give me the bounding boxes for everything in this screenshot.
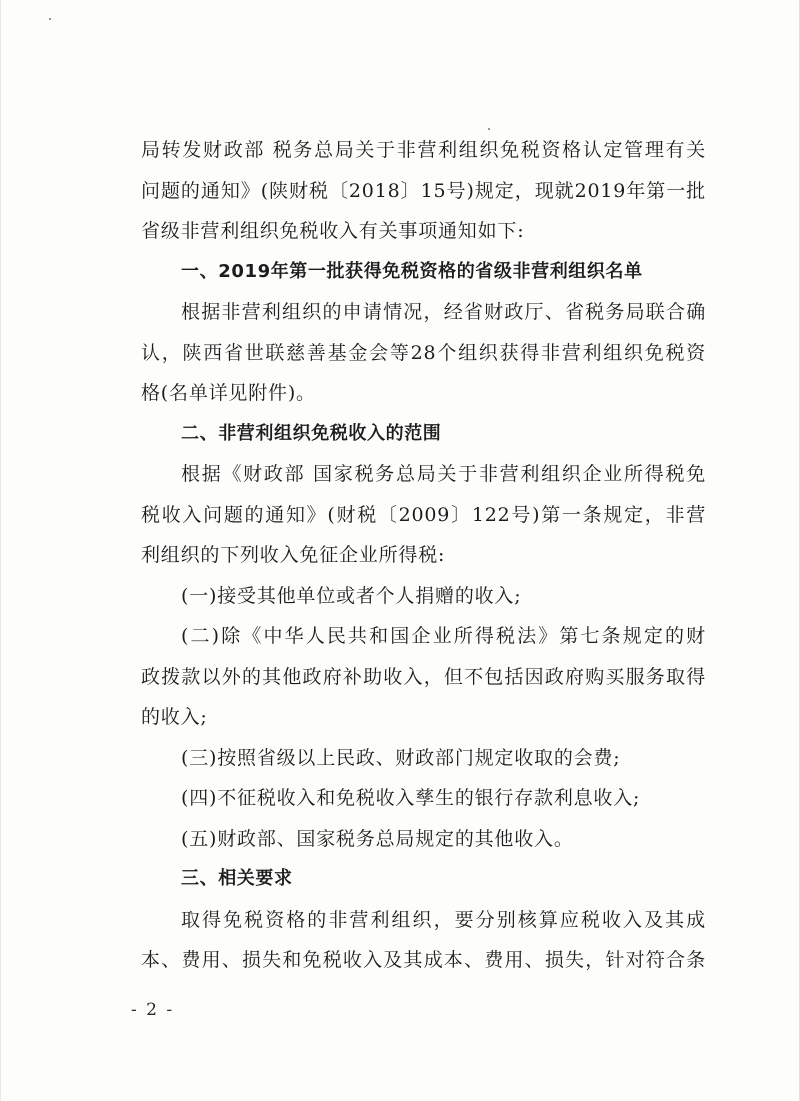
section-2-item-4: (四)不征税收入和免税收入孳生的银行存款利息收入; <box>181 787 641 809</box>
document-body <box>141 130 706 981</box>
intro-line-2: 问题的通知》(陕财税〔2018〕15号)规定，现就2019年第一批 <box>141 179 706 202</box>
section-3-line-2: 本、费用、损失和免税收入及其成本、费用、损失，针对符合条 <box>141 949 706 971</box>
section-2-item-1: (一)接受其他单位或者个人捐赠的收入; <box>181 584 522 607</box>
section-2-line-3: 利组织的下列收入免征企业所得税: <box>141 544 446 566</box>
page-number: - 2 - <box>131 1000 175 1020</box>
section-1-line-1: 根据非营利组织的申请情况，经省财政厅、省税务局联合确 <box>181 301 706 323</box>
section-2-line-2: 税收入问题的通知》(财税〔2009〕122号)第一条规定，非营 <box>141 503 706 526</box>
section-1-line-3: 格(名单详见附件)。 <box>141 382 316 404</box>
section-3-line-1: 取得免税资格的非营利组织，要分别核算应税收入及其成 <box>181 908 706 931</box>
section-2-line-1: 根据《财政部 国家税务总局关于非营利组织企业所得税免 <box>181 463 706 485</box>
section-2-item-2-line-3: 的收入; <box>141 706 208 728</box>
section-2-item-5: (五)财政部、国家税务总局规定的其他收入。 <box>181 827 574 850</box>
section-2-item-3: (三)按照省级以上民政、财政部门规定收取的会费; <box>181 746 621 769</box>
section-2-heading: 二、非营利组织免税收入的范围 <box>181 422 442 444</box>
section-1-heading: 一、2019年第一批获得免税资格的省级非营利组织名单 <box>181 260 643 282</box>
intro-line-3: 省级非营利组织免税收入有关事项通知如下: <box>141 220 525 242</box>
section-2-item-2-line-2: 政拨款以外的其他政府补助收入，但不包括因政府购买服务取得 <box>141 665 706 688</box>
section-1-line-2: 认，陕西省世联慈善基金会等28个组织获得非营利组织免税资 <box>141 341 706 364</box>
intro-line-1: 局转发财政部 税务总局关于非营利组织免税资格认定管理有关 <box>141 139 706 161</box>
section-2-item-2-line-1: (二)除《中华人民共和国企业所得税法》第七条规定的财 <box>181 625 706 647</box>
section-3-heading: 三、相关要求 <box>181 868 293 889</box>
scan-speck <box>49 18 51 20</box>
